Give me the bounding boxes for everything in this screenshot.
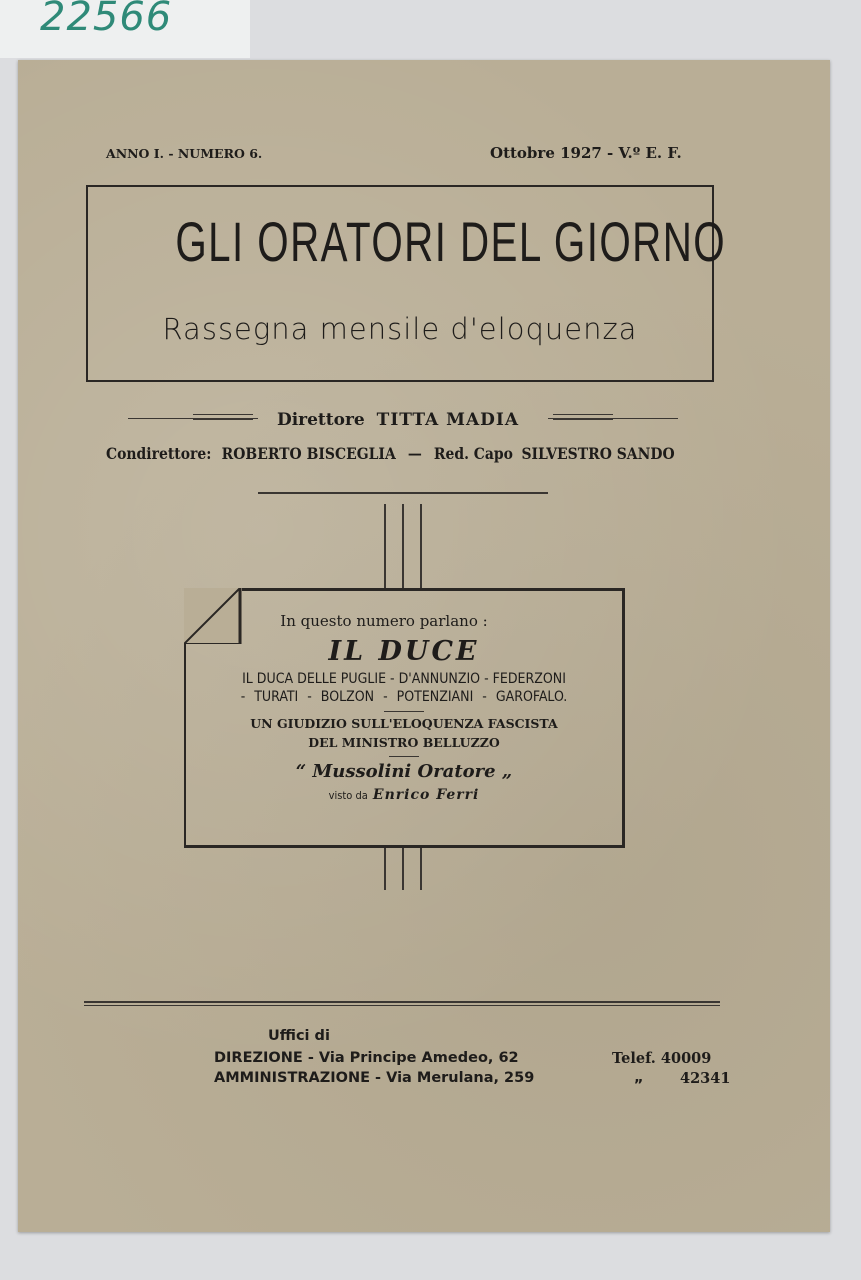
feature-title: “ Mussolini Oratore „ [295,761,513,782]
codirector-label: Condirettore: [106,444,212,463]
byline-prefix: visto da [328,789,368,802]
masthead [86,185,727,382]
chief-name: SILVESTRO SANDO [521,444,675,463]
magazine-cover [18,60,830,1232]
vertical-rule [402,845,404,890]
vertical-rule [420,504,422,588]
amministrazione-phone: 42341 [680,1070,731,1087]
ditto-mark: „ [634,1070,644,1086]
magazine-title: GLI ORATORI DEL GIORNO [175,210,727,273]
codirector-name: ROBERTO BISCEGLIA [221,444,396,463]
judgment-line-2: DEL MINISTRO BELLUZZO [308,735,500,750]
director-label: Direttore [276,410,365,430]
issue-number: ANNO I. - NUMERO 6. [106,146,263,161]
speakers-line-2: - TURATI - BOLZON - POTENZIANI - GAROFALO. [240,689,568,705]
director-name: TITTA MADIA [376,410,520,430]
vertical-rule [402,504,404,588]
judgment-line-1: UN GIUDIZIO SULL'ELOQUENZA FASCISTA [250,716,558,731]
contents-intro: In questo numero parlano : [280,612,488,630]
inventory-number: 22566 [40,0,173,40]
inventory-card [0,0,250,58]
vertical-rule [384,504,386,588]
speakers-line-1: IL DUCA DELLE PUGLIE - D'ANNUNZIO - FEDERZONI [242,671,566,687]
chief-label: Red. Capo [433,444,513,463]
direzione-phone: Telef. 40009 [612,1050,712,1067]
vertical-rule [384,845,386,890]
byline-author: Enrico Ferri [372,787,480,803]
divider [258,492,548,494]
magazine-subtitle: Rassegna mensile d'eloquenza [162,312,638,346]
issue-date: Ottobre 1927 - V.º E. F. [490,144,682,162]
direzione-address: DIREZIONE - Via Principe Amedeo, 62 [214,1050,519,1066]
offices-label: Uffici di [268,1028,330,1044]
vertical-rule [420,845,422,890]
headline: IL DUCE [328,636,480,667]
separator: — [407,444,422,463]
amministrazione-address: AMMINISTRAZIONE - Via Merulana, 259 [214,1070,535,1086]
divider [84,1001,720,1003]
divider [84,1005,720,1006]
